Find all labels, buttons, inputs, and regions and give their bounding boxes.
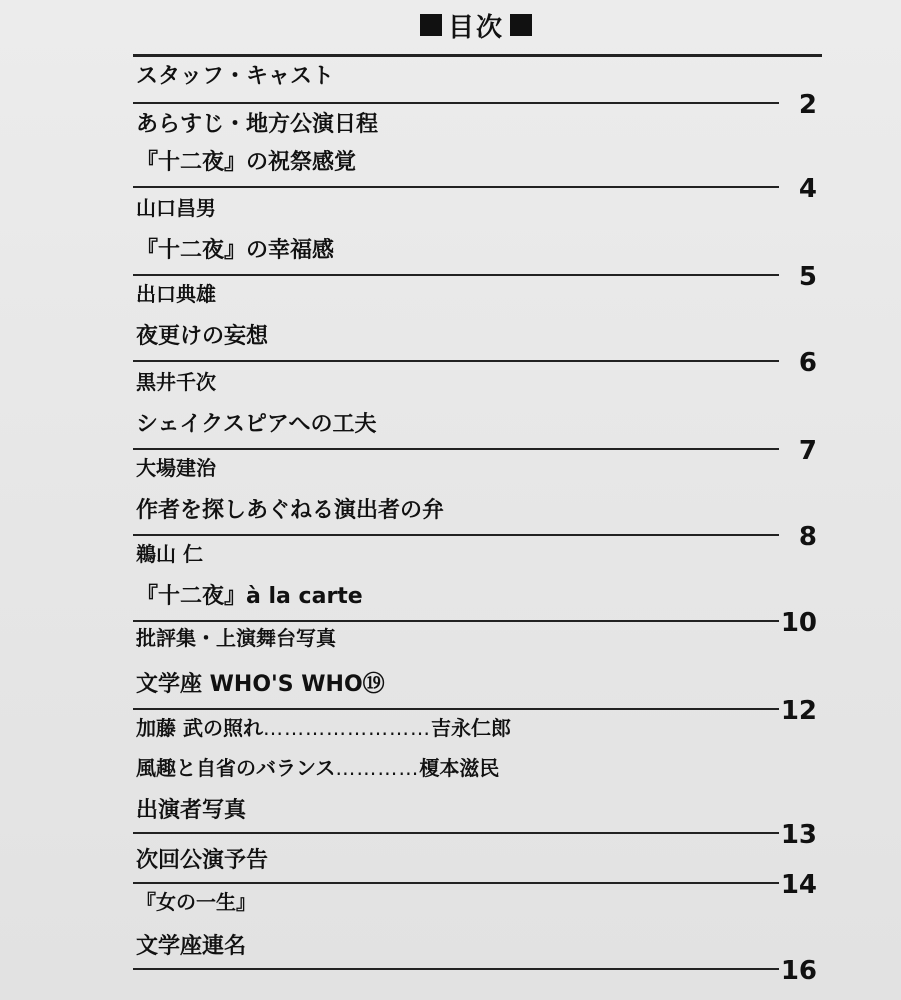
toc-entry-title: 『十二夜』の幸福感 — [136, 238, 335, 263]
toc-heading — [420, 8, 532, 42]
page-number: 5 — [798, 262, 817, 292]
toc-entry-subtitle: 『女の一生』 — [136, 890, 256, 914]
toc-entry-title: 『十二夜』à la carte — [136, 584, 363, 609]
toc-entry-title: 作者を探しあぐねる演出者の弁 — [136, 498, 445, 523]
divider-rule — [133, 360, 779, 362]
toc-entry-title: あらすじ・地方公演日程 — [136, 112, 379, 137]
divider-rule — [133, 186, 779, 188]
divider-rule — [133, 274, 779, 276]
page-number: 10 — [780, 608, 817, 638]
black-square-icon — [420, 14, 442, 36]
divider-rule — [133, 882, 779, 884]
divider-rule — [133, 708, 779, 710]
page-number: 14 — [780, 870, 817, 900]
subitem-text: 加藤 武の照れ — [136, 716, 263, 740]
divider-rule — [133, 968, 779, 970]
black-square-icon — [510, 14, 532, 36]
toc-entry-title: スタッフ・キャスト — [136, 64, 335, 89]
page-number: 7 — [798, 436, 817, 466]
page-number: 6 — [798, 348, 817, 378]
divider-rule — [133, 534, 779, 536]
toc-entry-title: 夜更けの妄想 — [136, 324, 269, 349]
toc-entry-author: 出口典雄 — [136, 282, 216, 306]
toc-entry-title: 出演者写真 — [136, 798, 247, 823]
toc-entry-title: シェイクスピアへの工夫 — [136, 412, 377, 437]
toc-entry-title: 文学座連名 — [136, 934, 247, 959]
toc-entry-author: 鵜山 仁 — [136, 542, 203, 566]
page-number: 8 — [798, 522, 817, 552]
subitem-text: 風趣と自省のバランス — [136, 756, 336, 780]
toc-entry-author: 山口昌男 — [136, 196, 216, 220]
divider-rule — [133, 448, 779, 450]
divider-rule — [133, 832, 779, 834]
toc-entry-title: 次回公演予告 — [136, 848, 269, 873]
top-rule — [133, 54, 822, 57]
toc-subitem — [136, 718, 511, 738]
subitem-author: 吉永仁郎 — [430, 716, 511, 740]
page-number: 16 — [780, 956, 817, 986]
page-number: 2 — [798, 90, 817, 120]
divider-rule — [133, 102, 779, 104]
toc-entry-title: 文学座 WHO'S WHO⑲ — [136, 672, 385, 697]
toc-entry-author: 大場建治 — [136, 456, 216, 480]
page-number: 12 — [780, 696, 817, 726]
toc-heading-text: 目次 — [448, 12, 505, 43]
leader-dots: ………… — [335, 756, 420, 780]
divider-rule — [133, 620, 779, 622]
page-number: 4 — [798, 174, 817, 204]
toc-entry-title: 『十二夜』の祝祭感覚 — [136, 150, 357, 175]
toc-entry-subtitle: 批評集・上演舞台写真 — [136, 626, 336, 650]
toc-subitem — [136, 758, 499, 778]
subitem-author: 榎本滋民 — [419, 756, 500, 780]
leader-dots: …………………… — [262, 716, 431, 740]
toc-entry-author: 黒井千次 — [136, 370, 216, 394]
page-number: 13 — [780, 820, 817, 850]
